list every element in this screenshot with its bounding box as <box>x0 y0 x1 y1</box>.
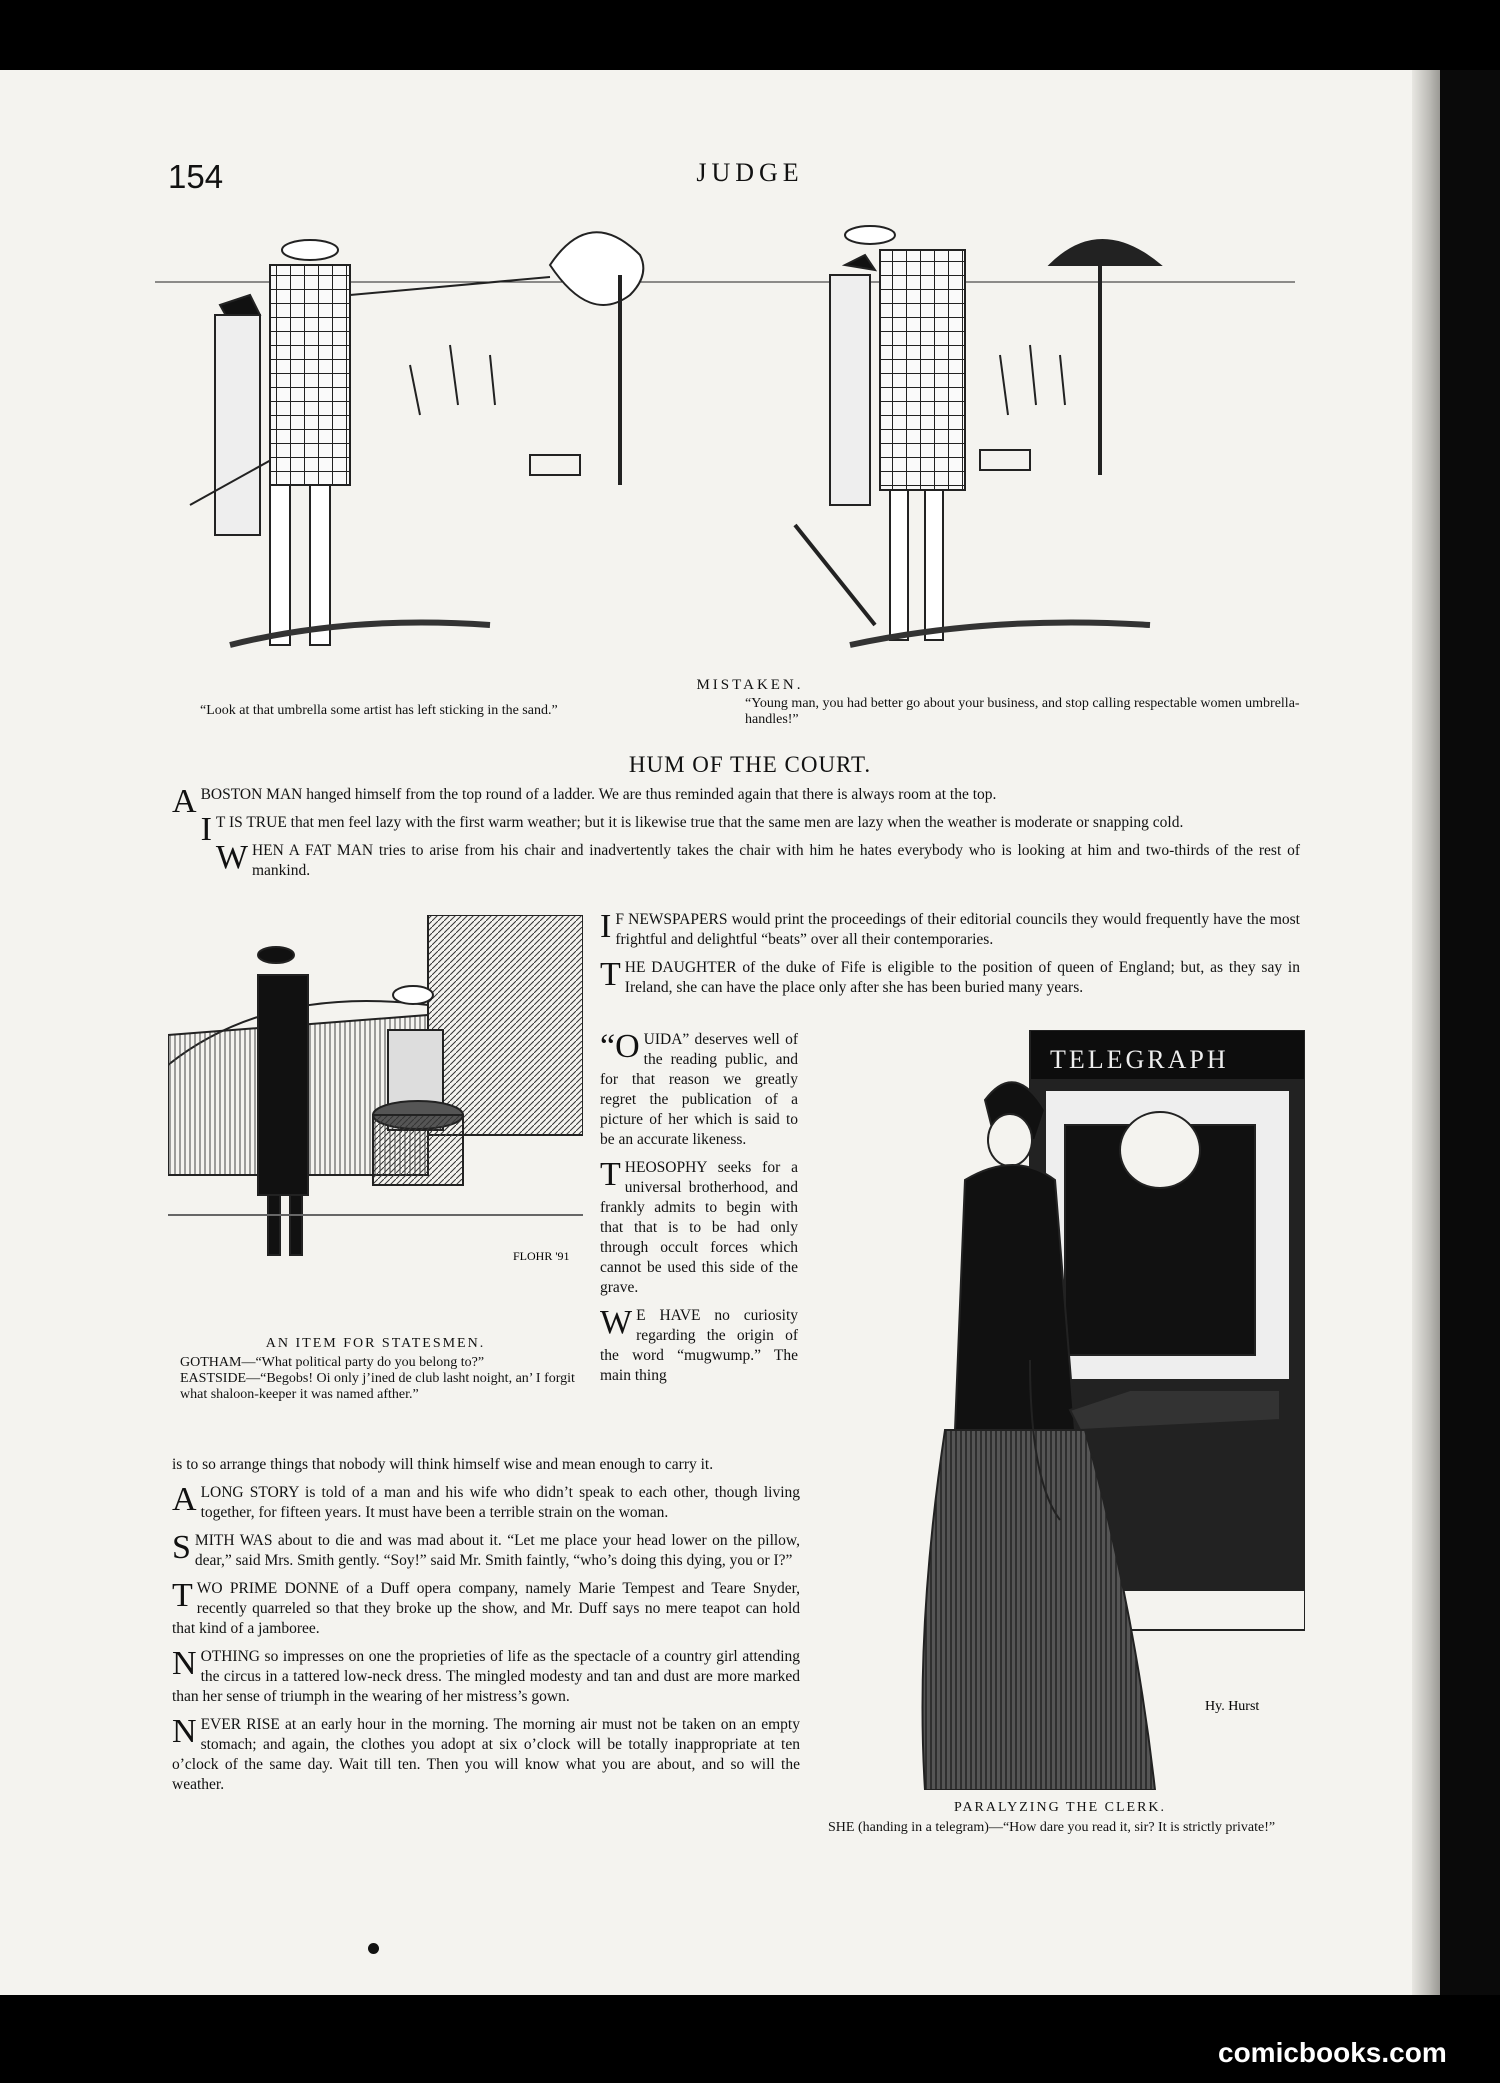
statesmen-line-1: GOTHAM—“What political party do you belong to?” <box>180 1355 485 1370</box>
item-nothing: NOTHING so impresses on one the proprieties of life as the spectacle of a country girl attending the circus in a tattered low-neck dress. The mingled modesty and tan and dust are more marked than her sense of triumph in the wearing of her mistress’s gown. <box>172 1645 800 1705</box>
section-title: HUM OF THE COURT. <box>628 752 872 777</box>
item-lazy: I T IS TRUE that men feel lazy with the first warm weather; but it is likewise true that the same men are lazy when the weather is moderate or snapping cold. <box>200 811 1184 848</box>
items-mid <box>600 910 1300 998</box>
item-smith: SMITH WAS about to die and was mad about it. “Let me place your head lower on the pillow, dear,” said Mrs. Smith gently. “Soy!” said Mr. Smith faintly, “who’s doing this dying, you or I?” <box>172 1529 800 1569</box>
page-number: 154 <box>168 158 224 195</box>
mistaken-title: MISTAKEN. <box>696 677 804 693</box>
item-mugwump-cont: is to so arrange things that nobody will think himself wise and mean enough to carry it. <box>172 1456 714 1473</box>
clerk-illustration <box>815 1030 1305 1790</box>
item-daughter: THE DAUGHTER of the duke of Fife is eligible to the position of queen of England; but, as they say in Ireland, she can have the place only after she has been buried many years. <box>600 956 1300 996</box>
masthead: JUDGE <box>696 158 804 187</box>
right-panel <box>795 226 1160 645</box>
item-newspapers: I F NEWSPAPERS would print the proceedings of their editorial councils they would frequently have the most frightful and delightful “beats” over all their contemporaries. <box>600 908 1300 948</box>
statesmen-illustration <box>168 915 583 1290</box>
statesmen-line-2: EASTSIDE—“Begobs! Oi only j’ined de club lasht noight, an’ I forgit what shaloon-keeper it was named afther.” <box>180 1371 575 1402</box>
clerk-title: PARALYZING THE CLERK. <box>953 1800 1167 1815</box>
item-prime-donne: TWO PRIME DONNE of a Duff opera company, namely Marie Tempest and Teare Snyder, recently quarreled so that they broke up the show, and Mr. Duff says no mere teapot can hold that kind of a jamboree. <box>172 1577 800 1637</box>
item-boston: ABOSTON MAN hanged himself from the top round of a ladder. We are thus reminded again that there is always room at the top. <box>172 783 997 820</box>
page-spine <box>1412 70 1440 1995</box>
item-theosophy: THEOSOPHY seeks for a universal brotherhood, and frankly admits to begin with that that is to be had only through occult forces which cannot be used this side of the grave. <box>600 1156 798 1296</box>
item-never-rise: NEVER RISE at an early hour in the morning. The morning air must not be taken on an empty stomach; and again, the clothes you adopt at six o’clock will be totally inappropriate at ten o’clock of the same day. Wait till ten. Then you will know what you are about, and so will the weather. <box>172 1713 800 1793</box>
item-mugwump: W E HAVE no curiosity regarding the origin of the word “mugwump.” The main thing <box>600 1304 798 1384</box>
statesmen-signature: FLOHR '91 <box>513 1249 570 1263</box>
items-full <box>172 785 1300 881</box>
mistaken-right-caption: “Young man, you had better go about your business, and stop calling respectable women umbrella-handles!” <box>745 696 1300 727</box>
item-fat-man: WHEN A FAT MAN tries to arise from his chair and inadvertently takes the chair with him he hates everybody who is looking at him and two-thirds of the rest of mankind. <box>215 839 1300 879</box>
clerk-signature: Hy. Hurst <box>1205 1699 1260 1714</box>
items-narrow <box>600 1030 798 1386</box>
left-panel <box>190 232 643 645</box>
items-left <box>172 1455 800 1795</box>
item-long-story: A LONG STORY is told of a man and his wife who didn’t speak to each other, though living together, for fifteen years. It must have been a terrible strain on the woman. <box>172 1481 800 1521</box>
statesmen-title: AN ITEM FOR STATESMEN. <box>265 1336 486 1351</box>
telegraph-sign: TELEGRAPH <box>1050 1045 1229 1074</box>
item-ouida: “OUIDA” deserves well of the reading public, and for that reason we greatly regret the publication of a picture of her which is said to be an accurate likeness. <box>600 1028 798 1148</box>
watermark: comicbooks.com <box>1218 2037 1447 2068</box>
statesmen-caption <box>180 1355 580 1403</box>
mistaken-illustration <box>150 205 1300 665</box>
scan-border <box>1440 70 1500 1995</box>
end-mark <box>368 1943 379 1954</box>
clerk-caption: SHE (handing in a telegram)—“How dare you read it, sir? It is strictly private!” <box>828 1820 1276 1835</box>
mistaken-left-caption: “Look at that umbrella some artist has left sticking in the sand.” <box>200 703 558 718</box>
